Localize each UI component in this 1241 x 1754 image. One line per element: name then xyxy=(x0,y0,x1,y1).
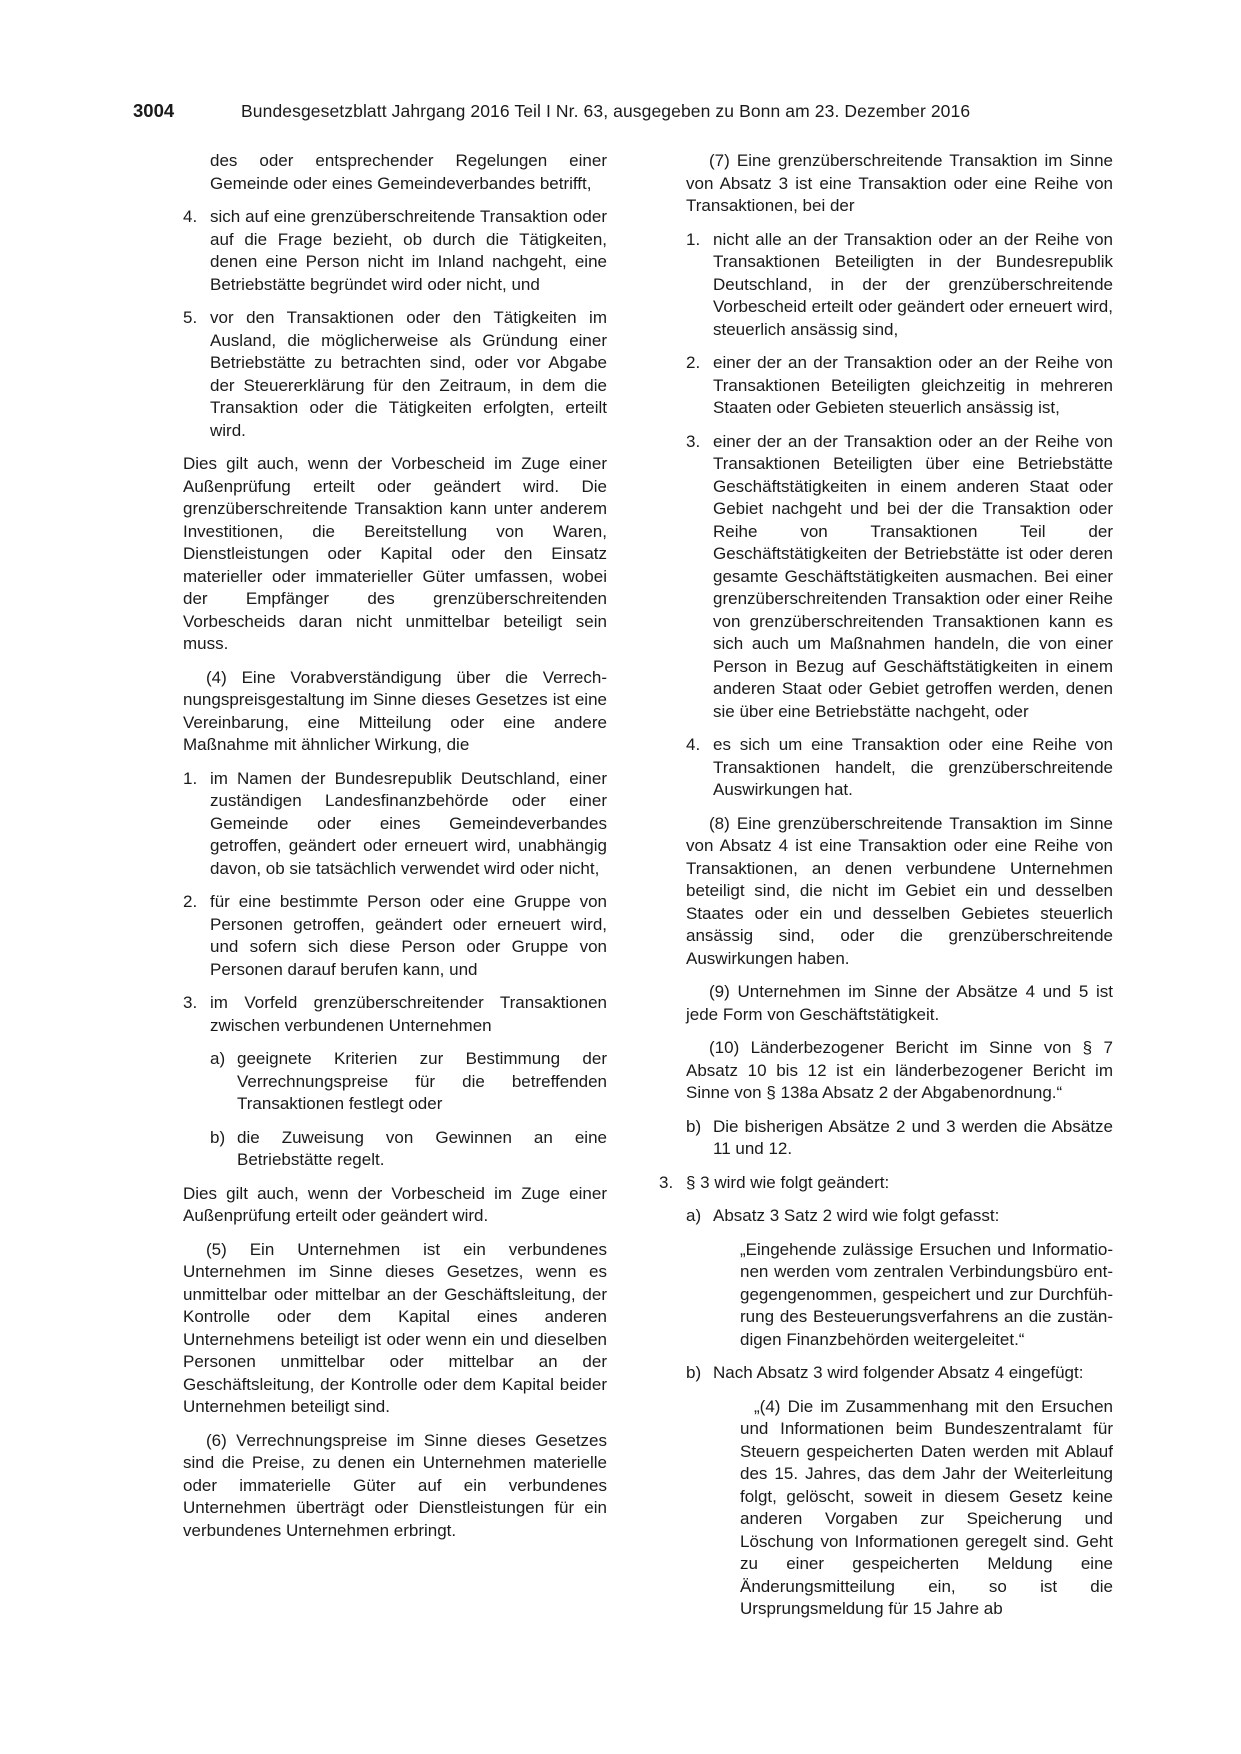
item-text: einer der an der Transaktion oder an der Reihe von Transaktionen Beteiligten gleichzeitig in mehreren Staaten oder Gebieten steuerlich ansässig ist, xyxy=(713,353,1113,417)
sub-item-letter: a) xyxy=(210,1049,226,1068)
list-item xyxy=(686,431,1113,724)
quoted-text: „(4) Die im Zusammenhang mit den Ersuchen und Informationen beim Bundeszentralamt für Steuern gespeicherten Daten werden mit Ablauf des 15. Jahres, das dem Jahr der Weiterleitung folgt, gelöscht, soweit in diesem Gesetz keine anderen Vorgaben zur Speicherung und Löschung von Informationen geregelt sind. Geht zu einer gespeicherten Meldung eine Änderungsmitteilung ein, so ist die Ursprungsmeldung für 15 Jahre ab xyxy=(740,1396,1113,1618)
list-item xyxy=(183,891,607,981)
item-text: § 3 wird wie folgt geändert: xyxy=(686,1172,890,1192)
item-text: Absatz 3 Satz 2 wird wie folgt gefasst: xyxy=(713,1206,1000,1225)
item-number: 3. xyxy=(686,431,701,451)
item-text: sich auf eine grenzüberschreitende Transaktion oder auf die Frage bezieht, ob durch die Tätigkeiten, denen eine Person nicht im Inland nachgeht, eine Betriebstätte begründet wird oder nicht, und xyxy=(210,207,607,294)
left-column xyxy=(183,150,607,1553)
item-text: im Namen der Bundesrepublik Deutschland, einer zuständigen Landesfinanzbehörde oder einer Gemeinde oder eines Gemeindeverbandes getroffen, geändert oder erneuert wird, unabhängig davon, ob sie tatsächlich verwendet wird oder nicht, xyxy=(210,768,607,878)
continued-item: des oder entsprechender Regelungen einer Gemeinde oder eines Gemeindeverbandes betrifft, xyxy=(210,151,607,193)
paragraph-10: (10) Länderbezogener Bericht im Sinne von § 7 Absatz 10 bis 12 ist ein länderbezogener Bericht im Sinne von § 138a Absatz 2 der Abgabenordnung.“ xyxy=(686,1038,1113,1102)
item-text: es sich um eine Transaktion oder eine Reihe von Transaktionen handelt, die grenzüberschreitende Auswirkungen hat. xyxy=(713,735,1113,799)
sub-item-text: geeignete Kriterien zur Bestimmung der Verrechnungspreise für die betreffenden Transaktionen festlegt oder xyxy=(237,1049,607,1113)
right-column xyxy=(659,150,1113,1632)
list-item xyxy=(183,206,607,296)
page-number: 3004 xyxy=(133,100,175,121)
paragraph-9: (9) Unternehmen im Sinne der Absätze 4 und 5 ist jede Form von Geschäftstätigkeit. xyxy=(686,982,1113,1024)
amendment-item xyxy=(686,1116,1113,1161)
paragraph-8: (8) Eine grenzüberschreitende Transaktion im Sinne von Absatz 4 ist eine Transaktion oder eine Reihe von Transaktionen, an denen verbundene Unternehmen beteiligt sind, die nicht im Gebiet ein und desselben Staates oder ein und desselben Gebietes steuerlich ansässig sind, oder die grenzüberschreitende Auswirkungen haben. xyxy=(686,813,1113,968)
item-letter: b) xyxy=(686,1363,702,1382)
paragraph: Dies gilt auch, wenn der Vorbescheid im Zuge einer Außenprüfung erteilt oder geändert wird. xyxy=(183,1183,607,1225)
sub-item xyxy=(210,1127,607,1172)
item-text: Die bisherigen Absätze 2 und 3 werden die Absätze 11 und 12. xyxy=(713,1116,1113,1158)
item-text: einer der an der Transaktion oder an der Reihe von Transaktionen Beteiligten über eine Betriebstätte Geschäftstätigkeiten in einem anderen Staat oder Gebiet nachgeht und bei der die Transaktion oder Reihe von Transaktionen Teil der Geschäftstätigkeiten der Betriebstätte ist oder deren gesamte Geschäftstätigkeiten ausmachen. Bei einer grenzüberschreitenden Transaktion oder einer Reihe von grenzüberschreitenden Transaktionen kann es sich auch um Maßnahmen handeln, die von einer Person in Bezug auf Geschäftstätigkeiten in einem anderen Staat oder Gebiet getroffen werden, denen sie über eine Betriebstätte nachgeht, oder xyxy=(713,431,1113,721)
item-text: vor den Transaktionen oder den Tätigkeiten im Ausland, die möglicherweise als Gründung einer Betriebstätte zu betrachten sind, oder vor Abgabe der Steuererklärung für den Zeitraum, in dem die Transaktion oder die Tätigkeiten erfolgten, erteilt wird. xyxy=(210,308,607,440)
list-item xyxy=(686,352,1113,420)
quoted-text: „Eingehende zulässige Ersuchen und Informationen werden vom zentralen Verbindungsbüro entgegengenommen, gespeichert und zur Durchführung des Besteuerungsverfahrens an die zuständigen Finanzbehörden weitergeleitet.“ xyxy=(740,1239,1113,1349)
item-number: 1. xyxy=(686,229,701,249)
list-item xyxy=(183,768,607,881)
item-number: 5. xyxy=(183,308,198,327)
list-item xyxy=(686,734,1113,802)
amendment-item xyxy=(659,1172,1113,1195)
item-number: 2. xyxy=(183,892,198,911)
paragraph-5: (5) Ein Unternehmen ist ein verbundenes Unternehmen im Sinne dieses Gesetzes, wenn es unmittelbar oder mittelbar an der Geschäftsleitung, der Kontrolle oder dem Kapital eines anderen Unternehmens beteiligt ist oder wenn ein und dieselben Personen unmittelbar oder mittelbar an der Geschäftsleitung, der Kontrolle oder dem Kapital beider Unternehmen beteiligt sind. xyxy=(183,1239,607,1416)
item-number: 4. xyxy=(686,735,701,754)
item-letter: b) xyxy=(686,1116,702,1136)
sub-item-text: die Zuweisung von Gewinnen an eine Betriebstätte regelt. xyxy=(237,1127,607,1169)
item-text: im Vorfeld grenzüberschreitender Transaktionen zwischen verbundenen Unternehmen xyxy=(210,993,607,1035)
item-number: 2. xyxy=(686,353,701,372)
item-number: 3. xyxy=(659,1172,674,1192)
sub-item-letter: b) xyxy=(210,1127,226,1147)
item-letter: a) xyxy=(686,1206,702,1225)
list-item xyxy=(686,229,1113,342)
item-text: Nach Absatz 3 wird folgender Absatz 4 eingefügt: xyxy=(713,1363,1084,1382)
paragraph-6: (6) Verrechnungspreise im Sinne dieses Gesetzes sind die Preise, zu denen ein Unternehmen materielle oder immaterielle Güter auf ein verbundenes Unternehmen überträgt oder Dienstleistungen für ein verbundenes Unternehmen erbringt. xyxy=(183,1430,607,1540)
paragraph: Dies gilt auch, wenn der Vorbescheid im Zuge einer Außenprüfung erteilt oder geändert wird. Die grenzüberschreitende Transaktion kann unter anderem Investitionen, die Bereitstellung von Waren, Dienstleistungen oder Kapital oder den Einsatz materieller oder immaterieller Güter umfassen, wobei der Empfänger des grenzüberschreitenden Vorbescheids daran nicht unmittelbar beteiligt sein muss. xyxy=(183,454,607,653)
list-item xyxy=(183,307,607,442)
paragraph-7: (7) Eine grenzüberschreitende Transaktion im Sinne von Absatz 3 ist eine Transaktion oder eine Reihe von Transaktionen, bei der xyxy=(686,151,1113,215)
page-header xyxy=(133,100,1113,130)
item-number: 3. xyxy=(183,993,198,1012)
item-number: 4. xyxy=(183,207,198,226)
item-text: nicht alle an der Transaktion oder an der Reihe von Transaktionen Beteiligten in der Bundesrepublik Deutschland, in der der grenzüberschreitende Vorbescheid erteilt oder geändert oder erneuert wird, steuerlich ansässig sind, xyxy=(713,229,1113,339)
paragraph-4: (4) Eine Vorabverständigung über die Verrechnungspreisgestaltung im Sinne dieses Gesetzes ist eine Vereinbarung, eine Mitteilung oder eine andere Maßnahme mit ähnlicher Wirkung, die xyxy=(183,667,607,754)
amendment-item xyxy=(686,1362,1113,1385)
item-number: 1. xyxy=(183,768,198,788)
amendment-item xyxy=(686,1205,1113,1228)
item-text: für eine bestimmte Person oder eine Gruppe von Personen getroffen, geändert oder erneuert wird, und sofern sich diese Person oder Gruppe von Personen darauf berufen kann, und xyxy=(210,892,607,979)
sub-item xyxy=(210,1048,607,1116)
gazette-title: Bundesgesetzblatt Jahrgang 2016 Teil I Nr. 63, ausgegeben zu Bonn am 23. Dezember 2016 xyxy=(241,101,971,121)
list-item xyxy=(183,992,607,1037)
